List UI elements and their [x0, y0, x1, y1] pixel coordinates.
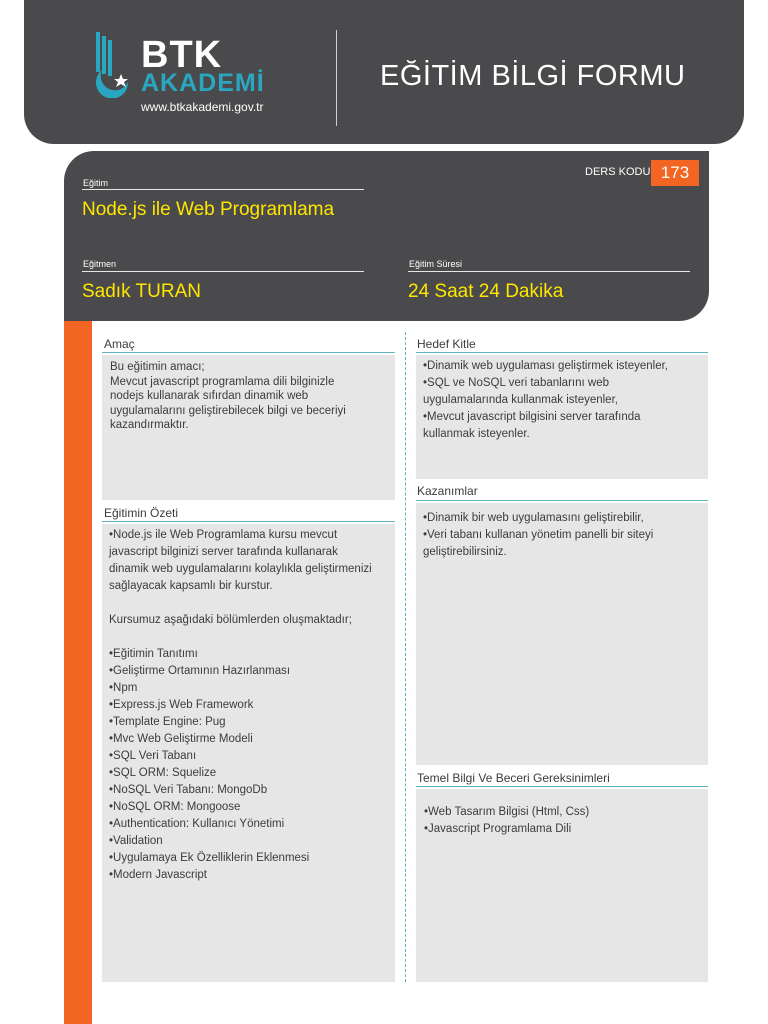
course-duration: 24 Saat 24 Dakika	[408, 281, 564, 302]
amac-title: Amaç	[104, 337, 135, 351]
page-header	[24, 0, 744, 144]
hedef-title: Hedef Kitle	[417, 337, 476, 351]
amac-underline	[102, 352, 395, 353]
kazanim-box	[416, 503, 708, 765]
kazanim-text: •Dinamik bir web uygulamasını geliştirebilir, •Veri tabanı kullanan yönetim panelli bir siteyi geliştirebilirsiniz.	[423, 512, 654, 558]
amac-box	[102, 355, 395, 500]
gereksinim-text: •Web Tasarım Bilgisi (Html, Css) •Javascript Programlama Dili	[424, 806, 590, 835]
course-name: Node.js ile Web Programlama	[82, 199, 335, 220]
orange-accent-strip	[64, 320, 92, 1024]
ozet-box	[102, 524, 395, 982]
btk-logo-icon	[94, 30, 134, 98]
ozet-underline	[102, 521, 395, 522]
gereksinim-box	[416, 789, 708, 982]
page-title: EĞİTİM BİLGİ FORMU	[380, 60, 686, 92]
sure-underline	[408, 271, 690, 272]
hedef-underline	[416, 352, 708, 353]
egitim-label: Eğitim	[83, 178, 109, 188]
column-divider	[405, 332, 406, 982]
sure-label: Eğitim Süresi	[409, 259, 463, 269]
egitmen-label: Eğitmen	[83, 259, 117, 269]
kazanim-title: Kazanımlar	[417, 484, 478, 498]
ozet-text: •Node.js ile Web Programlama kursu mevcut javascript bilginizi server tarafında kullanarak dinamik web uygulamalarını kolaylıkla geliştirmenizi sağlayacak kapsamlı bir kurstur. Kursumuz aşağıdaki bölümlerden oluşmaktadır; •Eğitimin Tanıtımı •Geliştirme Ortamının Hazırlanması •Npm •Express.js Web Framework •Template Engine: Pug •Mvc Web Geliştirme Modeli •SQL Veri Tabanı •SQL ORM: Squelize •NoSQL Veri Tabanı: MongoDb •NoSQL ORM: Mongoose •Authentication: Kullanıcı Yönetimi •Validation •Uygulamaya Ek Özelliklerin Eklenmesi •Modern Javascript	[109, 529, 372, 881]
website-link[interactable]: www.btkakademi.gov.tr	[141, 100, 264, 114]
course-code-badge: 173	[651, 160, 699, 186]
course-code-label: DERS KODU	[585, 166, 651, 178]
kazanim-underline	[416, 500, 708, 501]
egitmen-underline	[82, 271, 364, 272]
ozet-title: Eğitimin Özeti	[104, 506, 179, 520]
course-info-panel	[64, 151, 709, 321]
instructor-name: Sadık TURAN	[82, 281, 201, 302]
header-divider	[336, 30, 337, 126]
egitim-underline	[82, 189, 364, 190]
amac-text: Bu eğitimin amacı; Mevcut javascript programlama dili bilginizle nodejs kullanarak sıfırdan dinamik web uygulamalarını geliştirebilecek bilgi ve beceriyi kazandırmaktır.	[110, 361, 346, 431]
gereksinim-title: Temel Bilgi Ve Beceri Gereksinimleri	[417, 771, 610, 785]
hedef-text: •Dinamik web uygulaması geliştirmek isteyenler, •SQL ve NoSQL veri tabanlarını web uygulamalarında kullanmak isteyenler, •Mevcut javascript bilgisini server tarafında kullanmak isteyenler.	[423, 360, 668, 440]
logo-brand: BTK	[141, 34, 223, 76]
hedef-box	[416, 355, 708, 479]
logo-subtitle: AKADEMİ	[141, 69, 265, 97]
gereksinim-underline	[416, 786, 708, 787]
